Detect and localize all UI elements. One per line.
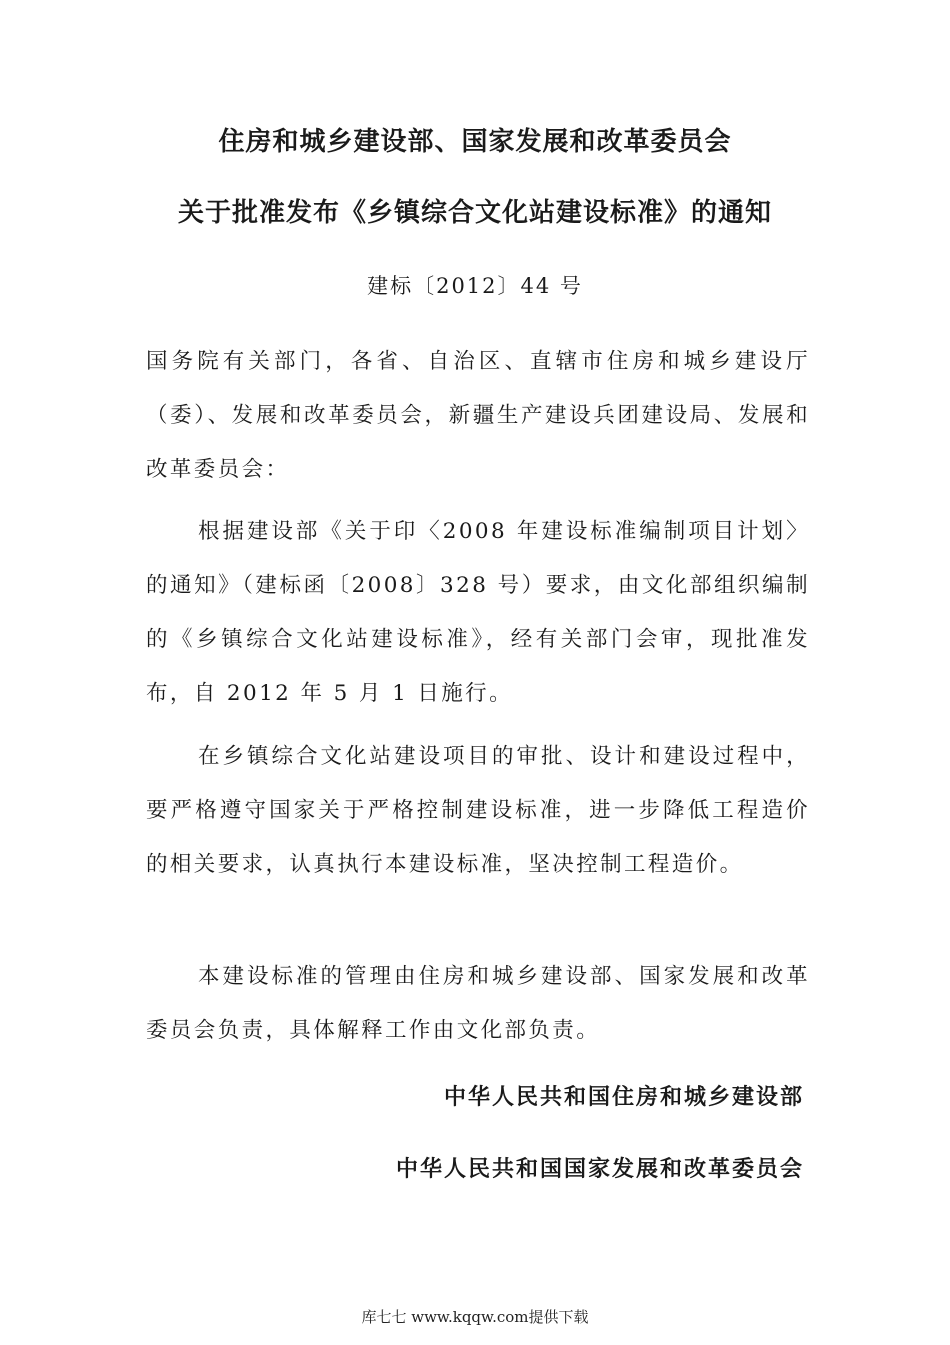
footer-download-note: 库七七 www.kqqw.com提供下载 xyxy=(361,1308,589,1326)
paragraph-addressees: 国务院有关部门，各省、自治区、直辖市住房和城乡建设厅（委）、发展和改革委员会，新疆生产建设兵团建设局、发展和改革委员会： xyxy=(146,349,810,482)
paragraph-requirements: 在乡镇综合文化站建设项目的审批、设计和建设过程中，要严格遵守国家关于严格控制建设标准，进一步降低工程造价的相关要求，认真执行本建设标准，坚决控制工程造价。 xyxy=(146,744,810,877)
title-line-1: 住房和城乡建设部、国家发展和改革委员会 xyxy=(218,127,732,157)
title-line-2: 关于批准发布《乡镇综合文化站建设标准》的通知 xyxy=(177,198,772,228)
paragraph-management: 本建设标准的管理由住房和城乡建设部、国家发展和改革委员会负责，具体解释工作由文化部负责。 xyxy=(146,964,810,1043)
paragraph-approval: 根据建设部《关于印〈2008 年建设标准编制项目计划〉的通知》（建标函〔2008〕328 号）要求，由文化部组织编制的《乡镇综合文化站建设标准》，经有关部门会审，现批准发布，自 2012 年 5 月 1 日施行。 xyxy=(146,519,810,706)
document-number: 建标〔2012〕44 号 xyxy=(367,274,583,298)
signatory-housing-ministry: 中华人民共和国住房和城乡建设部 xyxy=(443,1085,804,1110)
signatory-development-commission: 中华人民共和国国家发展和改革委员会 xyxy=(395,1157,804,1182)
